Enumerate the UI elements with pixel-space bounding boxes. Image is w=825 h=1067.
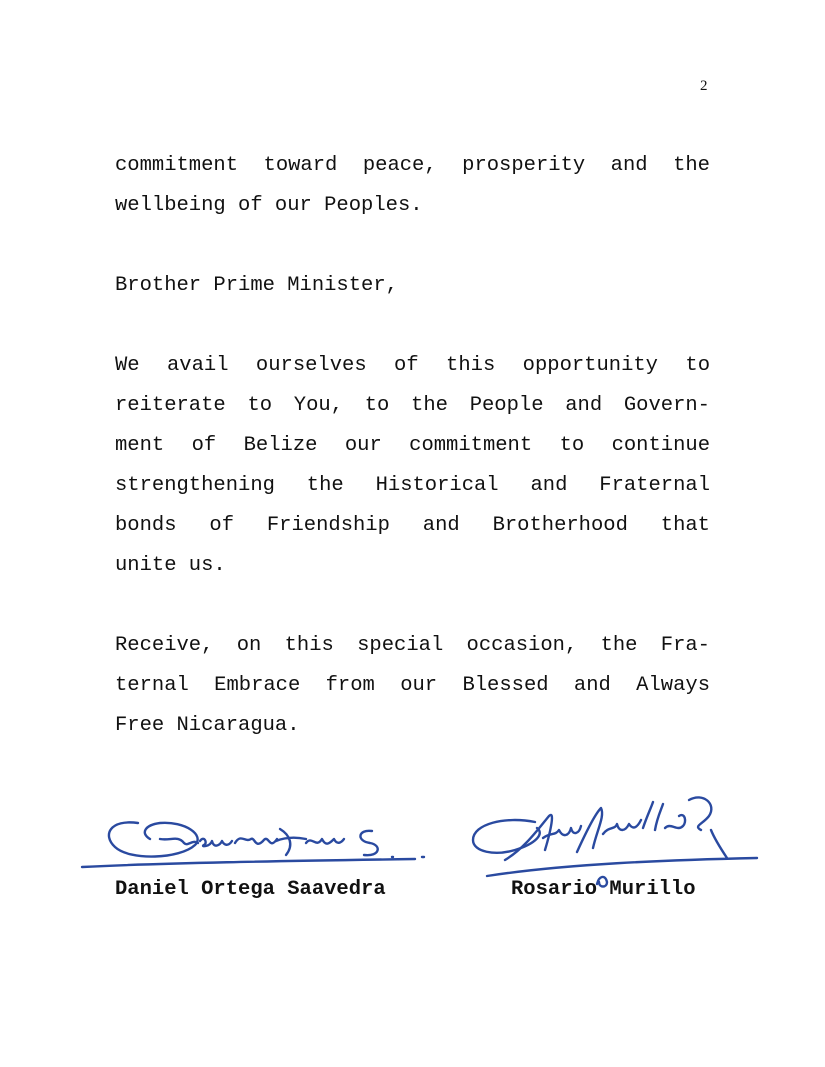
text-line: Brother Prime Minister, [115, 274, 398, 297]
paragraph-3 [115, 346, 710, 586]
salutation [115, 266, 710, 306]
page-number: 2 [700, 78, 708, 94]
text-line: wellbeing of our Peoples. [115, 194, 423, 217]
text-line: commitment toward peace, prosperity and the [115, 154, 710, 177]
signer-name-right: Rosario Murillo [511, 878, 696, 901]
paragraph-1 [115, 146, 710, 226]
text-line: Free Nicaragua. [115, 714, 300, 737]
signer-name-left: Daniel Ortega Saavedra [115, 878, 386, 901]
text-line: ternal Embrace from our Blessed and Always [115, 674, 710, 697]
text-line: We avail ourselves of this opportunity to [115, 354, 710, 377]
closing-paragraph [115, 626, 710, 746]
signature-left-image [80, 805, 440, 885]
signature-right-image [465, 790, 765, 890]
text-line: bonds of Friendship and Brotherhood that [115, 514, 710, 537]
text-line: ment of Belize our commitment to continue [115, 434, 710, 457]
text-line: strengthening the Historical and Fraternal [115, 474, 710, 497]
text-line: unite us. [115, 554, 226, 577]
text-line: Receive, on this special occasion, the Fra- [115, 634, 710, 657]
text-line: reiterate to You, to the People and Govern- [115, 394, 710, 417]
